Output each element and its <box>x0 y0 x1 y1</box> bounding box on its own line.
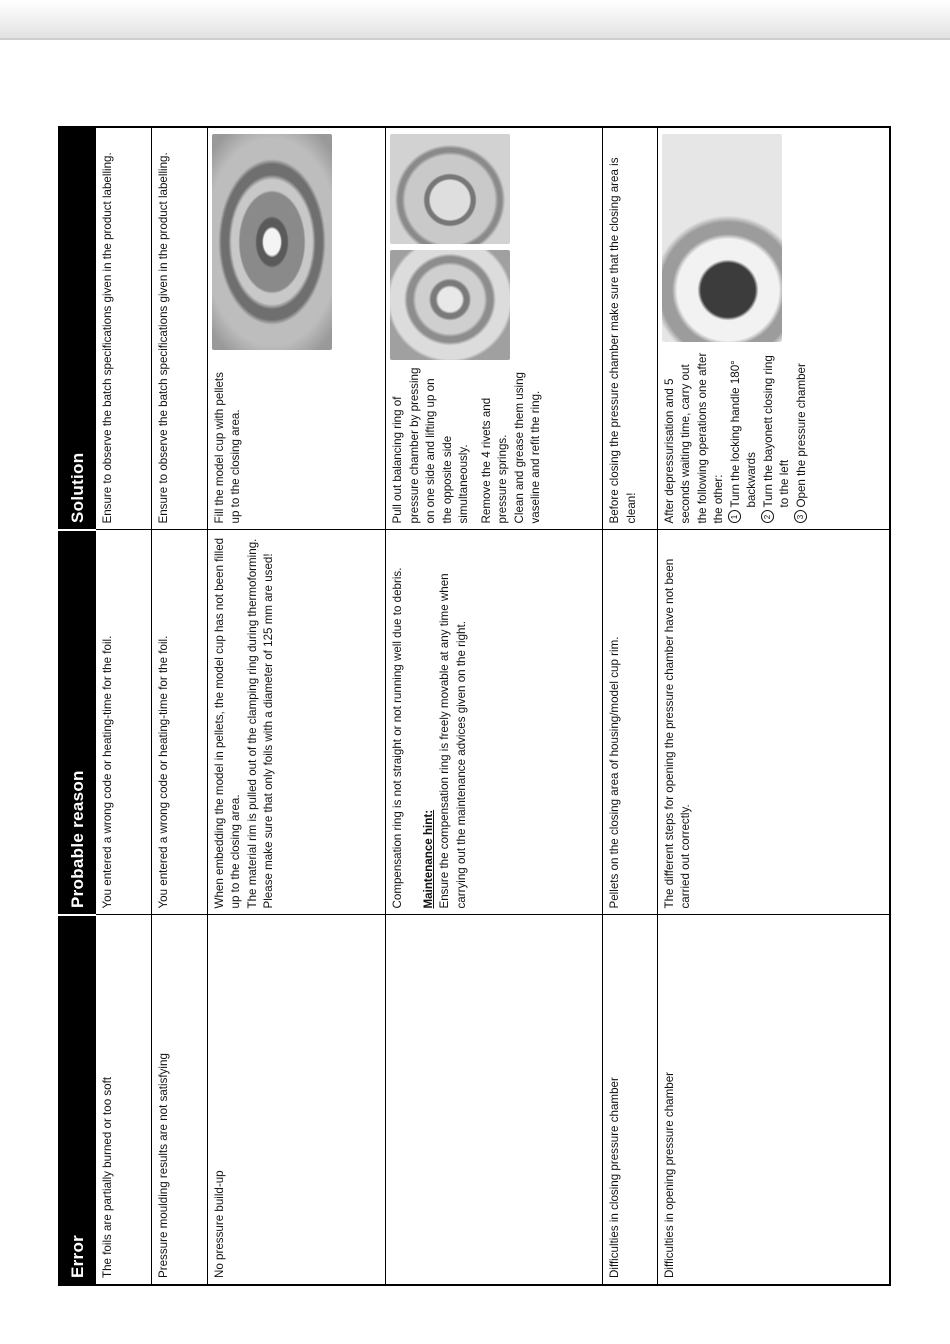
reason-cell: You entered a wrong code or heating-time for the foil. <box>96 530 151 915</box>
solution-text: Fill the model cup with pellets up to the closing area. <box>212 372 243 524</box>
table-row <box>603 127 658 1285</box>
reason-cell: Pellets on the closing area of housing/model cup rim. <box>603 530 658 915</box>
reason-cell: You entered a wrong code or heating-time for the foil. <box>151 530 207 915</box>
solution-intro: After depressurisation and 5 seconds waiting time, carry out the following operations one after the other: <box>662 352 726 524</box>
column-header-error: Error <box>59 915 96 1285</box>
error-cell: Pressure moulding results are not satisfying <box>151 915 207 1285</box>
error-cell: Difficulties in opening pressure chamber <box>657 915 890 1285</box>
table-row <box>96 127 151 1285</box>
maintenance-hint-text: Ensure the compensation ring is freely movable at any time when carrying out the maintenance advices given on the right. <box>438 573 468 909</box>
list-item <box>728 348 761 524</box>
reason-line: The material rim is pulled out of the clamping ring during thermoforming. <box>245 538 259 909</box>
error-cell <box>386 915 603 1285</box>
solution-cell: Before closing the pressure chamber make sure that the closing area is clean! <box>603 127 658 530</box>
step-text: Turn the bayonett closing ring to the left <box>761 355 792 508</box>
reason-cell <box>207 530 386 915</box>
solution-cell: Ensure to observe the batch specifications given in the product labelling. <box>151 127 207 530</box>
table-row <box>657 127 890 1285</box>
reason-line: Please make sure that only foils with a diameter of 125 mm are used! <box>262 553 276 909</box>
solution-line: Clean and grease them using vaseline and refit the ring. <box>512 372 543 524</box>
step-number-badge: 1 <box>728 511 741 524</box>
reason-cell: The different steps for opening the pressure chamber have not been carried out correctly. <box>657 530 890 915</box>
step-text: Turn the locking handle 180° backwards <box>728 360 759 508</box>
table-row <box>386 127 603 1285</box>
table-row <box>151 127 207 1285</box>
error-cell: No pressure build-up <box>207 915 386 1285</box>
solution-line: Pull out balancing ring of pressure chamber by pressing on one side and lifting up on the opposite side simultaneously. <box>391 367 471 524</box>
list-item <box>794 348 811 524</box>
step-text: Open the pressure chamber <box>794 363 808 508</box>
rotated-page <box>58 128 891 1286</box>
table-header-row <box>59 127 96 1285</box>
list-item <box>761 348 794 524</box>
opening-steps-list <box>728 348 811 524</box>
reason-text: Compensation ring is not straight or not running well due to debris. <box>391 567 405 909</box>
balancing-ring-photo <box>390 250 510 360</box>
pressure-chamber-photo <box>662 134 782 342</box>
solution-cell: Ensure to observe the batch specifications given in the product labelling. <box>96 127 151 530</box>
page-header-bar <box>0 0 950 40</box>
column-header-reason: Probable reason <box>59 530 96 915</box>
error-cell: The foils are partially burned or too soft <box>96 915 151 1285</box>
rivets-springs-photo <box>390 134 510 244</box>
solution-line: Remove the 4 rivets and pressure springs. <box>479 397 510 524</box>
column-header-solution: Solution <box>59 127 96 530</box>
reason-line: When embedding the model in pellets, the model cup has not been filled up to the closing area. <box>212 537 243 909</box>
maintenance-hint-label: Maintenance hint: <box>421 809 435 909</box>
solution-cell <box>386 127 603 530</box>
solution-cell <box>657 127 890 530</box>
table-row <box>207 127 386 1285</box>
model-cup-pellets-photo <box>212 134 332 350</box>
reason-cell <box>386 530 603 915</box>
error-cell: Difficulties in closing pressure chamber <box>603 915 658 1285</box>
step-number-badge: 2 <box>761 511 774 524</box>
troubleshooting-table <box>58 126 891 1286</box>
step-number-badge: 3 <box>794 511 807 524</box>
solution-cell <box>207 127 386 530</box>
